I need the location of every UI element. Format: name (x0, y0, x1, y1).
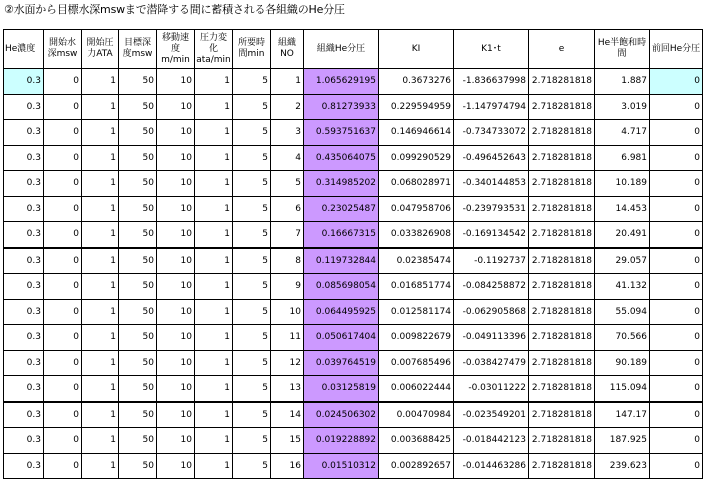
cell-target-depth[interactable]: 50 (119, 402, 157, 428)
cell-start-pressure[interactable]: 1 (82, 145, 119, 171)
cell-k1t[interactable]: -0.038427479 (454, 350, 529, 376)
cell-start-pressure[interactable]: 1 (82, 299, 119, 325)
cell-tissue-no[interactable]: 12 (271, 350, 304, 376)
cell-start-pressure[interactable]: 1 (82, 428, 119, 454)
cell-tissue-he-pressure[interactable]: 0.314985202 (304, 171, 379, 197)
cell-ki[interactable]: 0.016851774 (379, 274, 454, 300)
cell-previous-he-pressure[interactable]: 0 (650, 453, 703, 479)
cell-ki[interactable]: 0.02385474 (379, 248, 454, 274)
cell-start-pressure[interactable]: 1 (82, 325, 119, 351)
cell-tissue-no[interactable]: 11 (271, 325, 304, 351)
cell-start-depth[interactable]: 0 (44, 120, 82, 146)
cell-ki[interactable]: 0.00470984 (379, 402, 454, 428)
cell-move-speed[interactable]: 10 (157, 299, 195, 325)
cell-start-pressure[interactable]: 1 (82, 196, 119, 222)
cell-ki[interactable]: 0.012581174 (379, 299, 454, 325)
cell-he-half-time[interactable]: 41.132 (595, 274, 650, 300)
cell-time-required[interactable]: 5 (233, 453, 271, 479)
cell-he-half-time[interactable]: 90.189 (595, 350, 650, 376)
cell-previous-he-pressure[interactable]: 0 (650, 69, 703, 95)
cell-tissue-he-pressure[interactable]: 0.085698054 (304, 274, 379, 300)
cell-he-concentration[interactable]: 0.3 (4, 248, 44, 274)
cell-k1t[interactable]: -0.023549201 (454, 402, 529, 428)
cell-pressure-change[interactable]: 1 (195, 69, 233, 95)
cell-k1t[interactable]: -1.836637998 (454, 69, 529, 95)
cell-pressure-change[interactable]: 1 (195, 299, 233, 325)
cell-ki[interactable]: 0.033826908 (379, 222, 454, 248)
cell-previous-he-pressure[interactable]: 0 (650, 274, 703, 300)
cell-tissue-no[interactable]: 2 (271, 94, 304, 120)
cell-target-depth[interactable]: 50 (119, 453, 157, 479)
cell-ki[interactable]: 0.009822679 (379, 325, 454, 351)
cell-tissue-he-pressure[interactable]: 0.16667315 (304, 222, 379, 248)
cell-time-required[interactable]: 5 (233, 248, 271, 274)
cell-move-speed[interactable]: 10 (157, 428, 195, 454)
cell-k1t[interactable]: -0.014463286 (454, 453, 529, 479)
table-row (4, 325, 703, 351)
header-tissue-he-pressure[interactable]: 組織He分圧 (304, 30, 379, 69)
cell-k1t[interactable]: -0.062905868 (454, 299, 529, 325)
cell-he-half-time[interactable]: 147.17 (595, 402, 650, 428)
cell-start-pressure[interactable]: 1 (82, 453, 119, 479)
table-row (4, 248, 703, 274)
cell-k1t[interactable]: -0.734733072 (454, 120, 529, 146)
cell-time-required[interactable]: 5 (233, 402, 271, 428)
cell-k1t[interactable]: -0.340144853 (454, 171, 529, 197)
cell-start-depth[interactable]: 0 (44, 248, 82, 274)
cell-move-speed[interactable]: 10 (157, 248, 195, 274)
cell-he-half-time[interactable]: 115.094 (595, 376, 650, 402)
cell-start-depth[interactable]: 0 (44, 428, 82, 454)
cell-pressure-change[interactable]: 1 (195, 376, 233, 402)
cell-move-speed[interactable]: 10 (157, 69, 195, 95)
cell-start-pressure[interactable]: 1 (82, 376, 119, 402)
cell-pressure-change[interactable]: 1 (195, 222, 233, 248)
cell-start-pressure[interactable]: 1 (82, 171, 119, 197)
table-row (4, 376, 703, 402)
cell-he-concentration[interactable]: 0.3 (4, 196, 44, 222)
cell-he-half-time[interactable]: 1.887 (595, 69, 650, 95)
cell-start-pressure[interactable]: 1 (82, 94, 119, 120)
cell-target-depth[interactable]: 50 (119, 428, 157, 454)
cell-he-half-time[interactable]: 29.057 (595, 248, 650, 274)
header-previous-he-pressure[interactable]: 前回He分圧 (650, 30, 703, 69)
cell-start-pressure[interactable]: 1 (82, 248, 119, 274)
cell-start-depth[interactable]: 0 (44, 94, 82, 120)
cell-time-required[interactable]: 5 (233, 120, 271, 146)
cell-tissue-no[interactable]: 9 (271, 274, 304, 300)
cell-he-half-time[interactable]: 239.623 (595, 453, 650, 479)
cell-previous-he-pressure[interactable]: 0 (650, 248, 703, 274)
table-body (4, 69, 703, 479)
cell-k1t[interactable]: -0.1192737 (454, 248, 529, 274)
cell-he-half-time[interactable]: 6.981 (595, 145, 650, 171)
header-he-concentration[interactable]: He濃度 (4, 30, 44, 69)
cell-pressure-change[interactable]: 1 (195, 94, 233, 120)
header-move-speed[interactable]: 移動速度m/min (157, 30, 195, 69)
cell-pressure-change[interactable]: 1 (195, 196, 233, 222)
header-e[interactable]: e (529, 30, 595, 69)
cell-start-pressure[interactable]: 1 (82, 120, 119, 146)
cell-previous-he-pressure[interactable]: 0 (650, 145, 703, 171)
cell-he-concentration[interactable]: 0.3 (4, 299, 44, 325)
cell-previous-he-pressure[interactable]: 0 (650, 325, 703, 351)
cell-he-concentration[interactable]: 0.3 (4, 69, 44, 95)
cell-start-depth[interactable]: 0 (44, 325, 82, 351)
cell-target-depth[interactable]: 50 (119, 120, 157, 146)
cell-time-required[interactable]: 5 (233, 94, 271, 120)
cell-move-speed[interactable]: 10 (157, 222, 195, 248)
cell-previous-he-pressure[interactable]: 0 (650, 171, 703, 197)
cell-e[interactable]: 2.718281818 (529, 350, 595, 376)
cell-tissue-no[interactable]: 4 (271, 145, 304, 171)
cell-target-depth[interactable]: 50 (119, 171, 157, 197)
cell-he-half-time[interactable]: 4.717 (595, 120, 650, 146)
cell-pressure-change[interactable]: 1 (195, 171, 233, 197)
cell-he-concentration[interactable]: 0.3 (4, 350, 44, 376)
cell-e[interactable]: 2.718281818 (529, 274, 595, 300)
cell-start-depth[interactable]: 0 (44, 274, 82, 300)
cell-start-depth[interactable]: 0 (44, 171, 82, 197)
cell-e[interactable]: 2.718281818 (529, 145, 595, 171)
cell-tissue-no[interactable]: 1 (271, 69, 304, 95)
cell-e[interactable]: 2.718281818 (529, 428, 595, 454)
cell-tissue-he-pressure[interactable]: 0.593751637 (304, 120, 379, 146)
cell-he-concentration[interactable]: 0.3 (4, 222, 44, 248)
cell-e[interactable]: 2.718281818 (529, 376, 595, 402)
cell-time-required[interactable]: 5 (233, 299, 271, 325)
cell-pressure-change[interactable]: 1 (195, 274, 233, 300)
cell-ki[interactable]: 0.068028971 (379, 171, 454, 197)
header-he-half-time[interactable]: He半飽和時間 (595, 30, 650, 69)
table-row (4, 222, 703, 248)
cell-he-half-time[interactable]: 70.566 (595, 325, 650, 351)
cell-time-required[interactable]: 5 (233, 145, 271, 171)
table-row (4, 94, 703, 120)
cell-start-depth[interactable]: 0 (44, 299, 82, 325)
cell-time-required[interactable]: 5 (233, 376, 271, 402)
cell-tissue-he-pressure[interactable]: 0.435064075 (304, 145, 379, 171)
cell-time-required[interactable]: 5 (233, 196, 271, 222)
cell-time-required[interactable]: 5 (233, 171, 271, 197)
cell-previous-he-pressure[interactable]: 0 (650, 376, 703, 402)
cell-start-pressure[interactable]: 1 (82, 274, 119, 300)
cell-previous-he-pressure[interactable]: 0 (650, 196, 703, 222)
cell-start-pressure[interactable]: 1 (82, 402, 119, 428)
cell-pressure-change[interactable]: 1 (195, 428, 233, 454)
cell-ki[interactable]: 0.047958706 (379, 196, 454, 222)
cell-previous-he-pressure[interactable]: 0 (650, 222, 703, 248)
cell-tissue-no[interactable]: 3 (271, 120, 304, 146)
cell-pressure-change[interactable]: 1 (195, 248, 233, 274)
cell-tissue-he-pressure[interactable]: 0.23025487 (304, 196, 379, 222)
cell-he-concentration[interactable]: 0.3 (4, 402, 44, 428)
cell-time-required[interactable]: 5 (233, 350, 271, 376)
cell-ki[interactable]: 0.146946614 (379, 120, 454, 146)
cell-tissue-he-pressure[interactable]: 1.065629195 (304, 69, 379, 95)
cell-time-required[interactable]: 5 (233, 274, 271, 300)
cell-target-depth[interactable]: 50 (119, 196, 157, 222)
cell-he-concentration[interactable]: 0.3 (4, 274, 44, 300)
cell-he-half-time[interactable]: 3.019 (595, 94, 650, 120)
cell-ki[interactable]: 0.002892657 (379, 453, 454, 479)
cell-tissue-he-pressure[interactable]: 0.024506302 (304, 402, 379, 428)
cell-tissue-he-pressure[interactable]: 0.81273933 (304, 94, 379, 120)
cell-pressure-change[interactable]: 1 (195, 120, 233, 146)
cell-time-required[interactable]: 5 (233, 428, 271, 454)
cell-target-depth[interactable]: 50 (119, 274, 157, 300)
cell-tissue-no[interactable]: 14 (271, 402, 304, 428)
cell-k1t[interactable]: -0.049113396 (454, 325, 529, 351)
cell-tissue-he-pressure[interactable]: 0.050617404 (304, 325, 379, 351)
cell-move-speed[interactable]: 10 (157, 274, 195, 300)
cell-start-pressure[interactable]: 1 (82, 222, 119, 248)
cell-target-depth[interactable]: 50 (119, 376, 157, 402)
cell-previous-he-pressure[interactable]: 0 (650, 402, 703, 428)
cell-move-speed[interactable]: 10 (157, 94, 195, 120)
cell-target-depth[interactable]: 50 (119, 69, 157, 95)
cell-he-concentration[interactable]: 0.3 (4, 376, 44, 402)
cell-tissue-no[interactable]: 15 (271, 428, 304, 454)
table-row (4, 171, 703, 197)
cell-move-speed[interactable]: 10 (157, 376, 195, 402)
cell-e[interactable]: 2.718281818 (529, 402, 595, 428)
cell-start-pressure[interactable]: 1 (82, 69, 119, 95)
cell-tissue-no[interactable]: 6 (271, 196, 304, 222)
cell-tissue-no[interactable]: 7 (271, 222, 304, 248)
cell-move-speed[interactable]: 10 (157, 325, 195, 351)
cell-previous-he-pressure[interactable]: 0 (650, 350, 703, 376)
sheet-caption: ②水面から目標水深mswまで潜降する間に蓄積される各組織のHe分圧 (4, 3, 345, 16)
cell-e[interactable]: 2.718281818 (529, 325, 595, 351)
cell-e[interactable]: 2.718281818 (529, 248, 595, 274)
table-row (4, 299, 703, 325)
cell-tissue-no[interactable]: 8 (271, 248, 304, 274)
cell-move-speed[interactable]: 10 (157, 453, 195, 479)
cell-e[interactable]: 2.718281818 (529, 120, 595, 146)
cell-start-depth[interactable]: 0 (44, 196, 82, 222)
cell-tissue-he-pressure[interactable]: 0.019228892 (304, 428, 379, 454)
cell-he-concentration[interactable]: 0.3 (4, 171, 44, 197)
cell-start-depth[interactable]: 0 (44, 376, 82, 402)
cell-ki[interactable]: 0.099290529 (379, 145, 454, 171)
cell-move-speed[interactable]: 10 (157, 120, 195, 146)
cell-pressure-change[interactable]: 1 (195, 350, 233, 376)
cell-move-speed[interactable]: 10 (157, 145, 195, 171)
cell-start-pressure[interactable]: 1 (82, 350, 119, 376)
header-ki[interactable]: KI (379, 30, 454, 69)
cell-time-required[interactable]: 5 (233, 69, 271, 95)
cell-tissue-no[interactable]: 10 (271, 299, 304, 325)
cell-k1t[interactable]: -0.018442123 (454, 428, 529, 454)
cell-tissue-no[interactable]: 13 (271, 376, 304, 402)
cell-he-concentration[interactable]: 0.3 (4, 120, 44, 146)
cell-tissue-he-pressure[interactable]: 0.03125819 (304, 376, 379, 402)
cell-target-depth[interactable]: 50 (119, 350, 157, 376)
table-row (4, 196, 703, 222)
cell-target-depth[interactable]: 50 (119, 325, 157, 351)
cell-k1t[interactable]: -0.496452643 (454, 145, 529, 171)
cell-start-depth[interactable]: 0 (44, 350, 82, 376)
cell-ki[interactable]: 0.007685496 (379, 350, 454, 376)
cell-target-depth[interactable]: 50 (119, 94, 157, 120)
header-time-required[interactable]: 所要時間min (233, 30, 271, 69)
cell-tissue-he-pressure[interactable]: 0.039764519 (304, 350, 379, 376)
cell-tissue-no[interactable]: 16 (271, 453, 304, 479)
cell-e[interactable]: 2.718281818 (529, 299, 595, 325)
cell-ki[interactable]: 0.3673276 (379, 69, 454, 95)
cell-k1t[interactable]: -1.147974794 (454, 94, 529, 120)
he-partial-pressure-table (3, 29, 703, 479)
cell-time-required[interactable]: 5 (233, 222, 271, 248)
cell-pressure-change[interactable]: 1 (195, 402, 233, 428)
table-row (4, 428, 703, 454)
header-pressure-change[interactable]: 圧力変化ata/min (195, 30, 233, 69)
cell-e[interactable]: 2.718281818 (529, 222, 595, 248)
cell-target-depth[interactable]: 50 (119, 299, 157, 325)
cell-start-depth[interactable]: 0 (44, 69, 82, 95)
header-start-pressure[interactable]: 開始圧力ATA (82, 30, 119, 69)
cell-he-concentration[interactable]: 0.3 (4, 453, 44, 479)
cell-start-depth[interactable]: 0 (44, 453, 82, 479)
cell-tissue-he-pressure[interactable]: 0.064495925 (304, 299, 379, 325)
cell-move-speed[interactable]: 10 (157, 171, 195, 197)
cell-pressure-change[interactable]: 1 (195, 145, 233, 171)
table-row (4, 69, 703, 95)
cell-start-depth[interactable]: 0 (44, 145, 82, 171)
cell-move-speed[interactable]: 10 (157, 402, 195, 428)
cell-move-speed[interactable]: 10 (157, 350, 195, 376)
cell-target-depth[interactable]: 50 (119, 248, 157, 274)
header-k1t[interactable]: K1･t (454, 30, 529, 69)
cell-ki[interactable]: 0.229594959 (379, 94, 454, 120)
cell-k1t[interactable]: -0.169134542 (454, 222, 529, 248)
cell-tissue-he-pressure[interactable]: 0.01510312 (304, 453, 379, 479)
cell-target-depth[interactable]: 50 (119, 145, 157, 171)
cell-he-concentration[interactable]: 0.3 (4, 428, 44, 454)
cell-he-half-time[interactable]: 10.189 (595, 171, 650, 197)
cell-previous-he-pressure[interactable]: 0 (650, 299, 703, 325)
cell-he-concentration[interactable]: 0.3 (4, 94, 44, 120)
cell-e[interactable]: 2.718281818 (529, 69, 595, 95)
cell-previous-he-pressure[interactable]: 0 (650, 120, 703, 146)
table-row (4, 274, 703, 300)
cell-previous-he-pressure[interactable]: 0 (650, 428, 703, 454)
cell-ki[interactable]: 0.006022444 (379, 376, 454, 402)
cell-pressure-change[interactable]: 1 (195, 325, 233, 351)
cell-move-speed[interactable]: 10 (157, 196, 195, 222)
header-start-depth[interactable]: 開始水深msw (44, 30, 82, 69)
cell-e[interactable]: 2.718281818 (529, 453, 595, 479)
cell-tissue-no[interactable]: 5 (271, 171, 304, 197)
cell-ki[interactable]: 0.003688425 (379, 428, 454, 454)
table-row (4, 402, 703, 428)
cell-start-depth[interactable]: 0 (44, 222, 82, 248)
cell-start-depth[interactable]: 0 (44, 402, 82, 428)
cell-e[interactable]: 2.718281818 (529, 196, 595, 222)
table-row (4, 120, 703, 146)
header-target-depth[interactable]: 目標深度msw (119, 30, 157, 69)
cell-he-half-time[interactable]: 187.925 (595, 428, 650, 454)
cell-pressure-change[interactable]: 1 (195, 453, 233, 479)
table-row (4, 350, 703, 376)
header-tissue-no[interactable]: 組織NO (271, 30, 304, 69)
cell-e[interactable]: 2.718281818 (529, 171, 595, 197)
cell-k1t[interactable]: -0.03011222 (454, 376, 529, 402)
header-row (4, 30, 703, 69)
cell-tissue-he-pressure[interactable]: 0.119732844 (304, 248, 379, 274)
cell-he-concentration[interactable]: 0.3 (4, 325, 44, 351)
cell-previous-he-pressure[interactable]: 0 (650, 94, 703, 120)
cell-e[interactable]: 2.718281818 (529, 94, 595, 120)
cell-time-required[interactable]: 5 (233, 325, 271, 351)
cell-k1t[interactable]: -0.239793531 (454, 196, 529, 222)
cell-he-half-time[interactable]: 55.094 (595, 299, 650, 325)
cell-he-half-time[interactable]: 14.453 (595, 196, 650, 222)
table-row (4, 453, 703, 479)
cell-he-concentration[interactable]: 0.3 (4, 145, 44, 171)
cell-k1t[interactable]: -0.084258872 (454, 274, 529, 300)
cell-he-half-time[interactable]: 20.491 (595, 222, 650, 248)
cell-target-depth[interactable]: 50 (119, 222, 157, 248)
table-row (4, 145, 703, 171)
